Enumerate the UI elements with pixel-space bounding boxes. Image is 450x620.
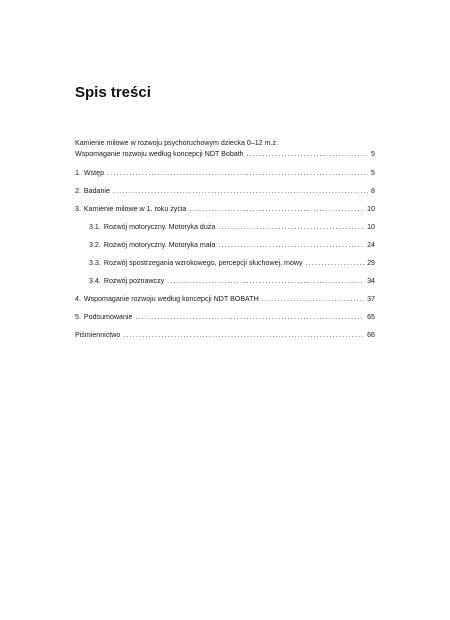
toc-page-number: 8 [371, 187, 375, 195]
table-of-contents [75, 138, 375, 341]
leader-dots [218, 240, 364, 251]
leader-dots [107, 168, 368, 179]
toc-entry-number: 2. [75, 187, 81, 195]
toc-page-number: 37 [367, 295, 375, 303]
toc-entry-label: Rozwój poznawczy [103, 277, 165, 285]
leader-dots [218, 222, 364, 233]
leader-dots [247, 149, 368, 160]
toc-entry-label: Rozwój spostrzegania wzrokowego, percepcji słuchowej, mowy [103, 259, 303, 267]
leader-dots [135, 312, 364, 323]
toc-entry-label: Kamienie milowe w 1. roku życia [83, 205, 187, 213]
toc-page-number: 29 [367, 259, 375, 267]
toc-entry-number: 1. [75, 169, 81, 177]
toc-page-number: 10 [367, 223, 375, 231]
toc-entry-3-2[interactable] [75, 240, 375, 251]
toc-intro-line-1 [75, 138, 375, 149]
toc-entry-number: 4. [75, 295, 81, 303]
toc-entry-3-1[interactable] [75, 222, 375, 233]
toc-entry-3[interactable] [75, 204, 375, 215]
page-title: Spis treści [75, 84, 151, 101]
toc-entry-3-3[interactable] [75, 258, 375, 269]
leader-dots [167, 276, 364, 287]
toc-entry-label: Badanie [83, 187, 110, 195]
leader-dots [306, 258, 365, 269]
toc-intro-line-2[interactable] [75, 149, 375, 160]
toc-entry-number: 5. [75, 313, 81, 321]
toc-entry-5[interactable] [75, 312, 375, 323]
toc-entry-4[interactable] [75, 294, 375, 305]
toc-page-number: 10 [367, 205, 375, 213]
toc-page-number: 5 [371, 169, 375, 177]
toc-page-number: 5 [371, 150, 375, 158]
toc-entry-number: 3.2. [89, 241, 101, 249]
leader-dots [123, 330, 364, 341]
toc-entry-1[interactable] [75, 168, 375, 179]
toc-entry-number: 3. [75, 205, 81, 213]
toc-entry-label: Piśmiennictwo [75, 331, 121, 339]
toc-intro-subtitle: Wspomaganie rozwoju według koncepcji NDT Bobath [75, 150, 244, 158]
toc-entry-label: Wspomaganie rozwoju według koncepcji NDT BOBATH [83, 295, 259, 303]
leader-dots [113, 186, 368, 197]
toc-entry-label: Podsumowanie [83, 313, 133, 321]
toc-entry-label: Wstęp [83, 169, 105, 177]
toc-entry-number: 3.3. [89, 259, 101, 267]
leader-dots [189, 204, 364, 215]
toc-entry-3-4[interactable] [75, 276, 375, 287]
toc-entry-number: 3.1. [89, 223, 101, 231]
toc-page-number: 65 [367, 313, 375, 321]
leader-dots [262, 294, 364, 305]
toc-page-number: 24 [367, 241, 375, 249]
toc-entry-number: 3.4. [89, 277, 101, 285]
toc-intro-title: Kamienie milowe w rozwoju psychoruchowym dziecka 0–12 m.ż. [75, 139, 279, 147]
toc-page-number: 34 [367, 277, 375, 285]
toc-entry-2[interactable] [75, 186, 375, 197]
toc-page-number: 66 [367, 331, 375, 339]
toc-entry-bibliography[interactable] [75, 330, 375, 341]
toc-entry-label: Rozwój motoryczny. Motoryka duża [103, 223, 216, 231]
toc-entry-label: Rozwój motoryczny. Motoryka mała [103, 241, 216, 249]
